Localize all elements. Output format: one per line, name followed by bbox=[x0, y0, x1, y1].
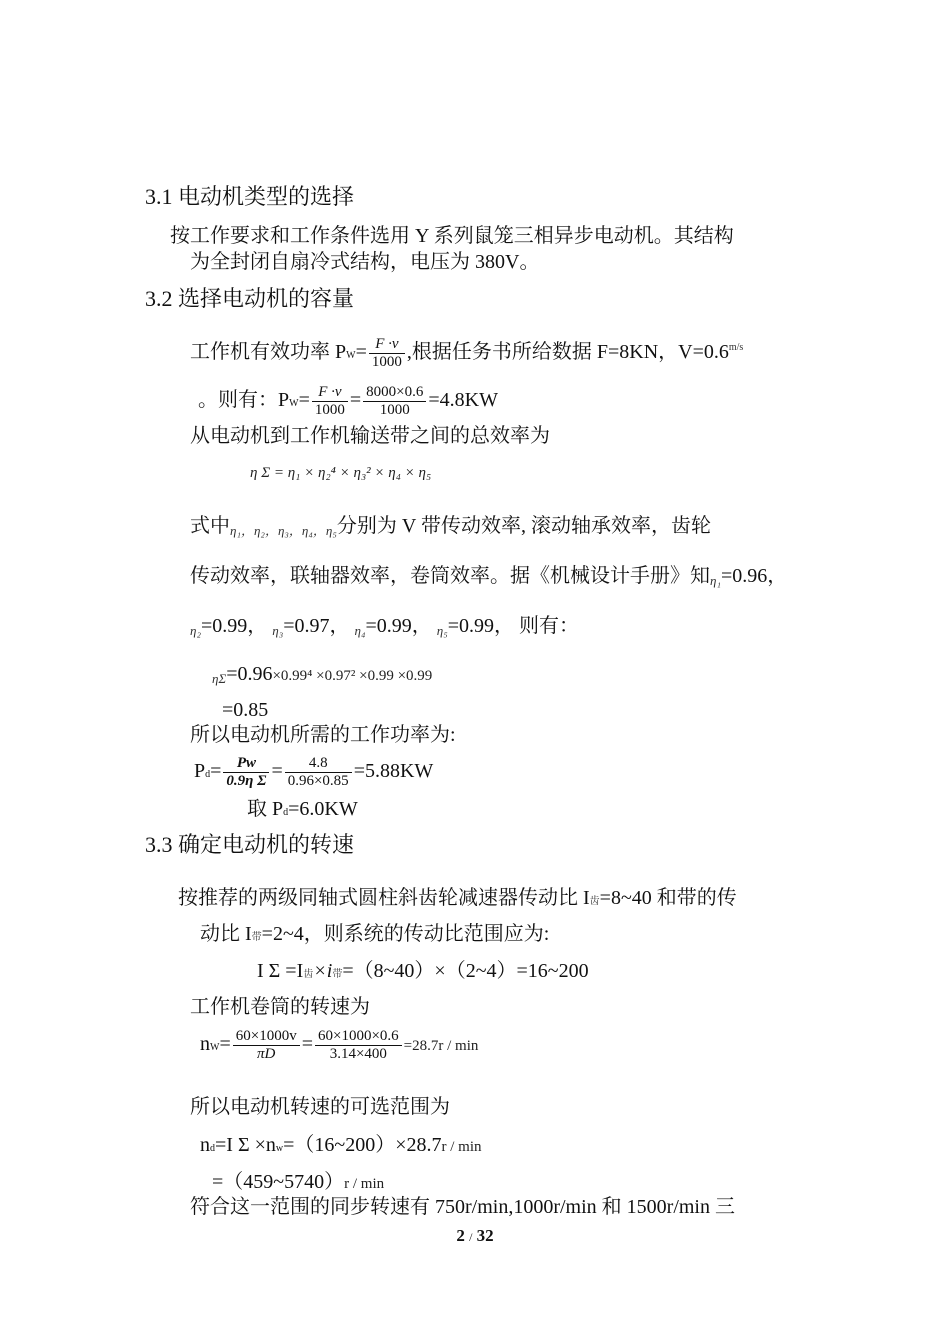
motor-speed-range-line bbox=[200, 1132, 481, 1162]
fraction-denominator: 3.14×400 bbox=[329, 1046, 387, 1062]
text-span: ×0.99⁴ ×0.97² ×0.99 ×0.99 bbox=[272, 668, 433, 684]
text-span: =8~40 和带的传 bbox=[599, 887, 737, 909]
fraction bbox=[369, 336, 405, 371]
range-intro: 所以电动机转速的可选范围为 bbox=[190, 1096, 450, 1118]
total-efficiency-result: =0.85 bbox=[222, 699, 269, 721]
subscript: W bbox=[210, 1042, 220, 1054]
current-page: 2 bbox=[456, 1226, 465, 1245]
fraction-numerator: F ·v bbox=[369, 336, 405, 354]
motor-speed-range-result bbox=[212, 1169, 384, 1197]
text-span: 传动效率，联轴器效率，卷筒效率。据《机械设计手册》知 bbox=[190, 565, 710, 587]
text-span: =4.8KW bbox=[428, 389, 498, 412]
text-span: =5.88KW bbox=[353, 760, 434, 783]
subscript: d bbox=[205, 769, 211, 781]
text-span: ,根据任务书所给数据 F=8KN，V=0.6 bbox=[406, 341, 729, 363]
effective-power-calc-line bbox=[198, 384, 498, 419]
unit-label: m/s bbox=[728, 342, 744, 353]
text-span: =0.99， bbox=[447, 615, 514, 637]
text-span: 则有： bbox=[519, 615, 579, 637]
text-span: =0.96， bbox=[720, 565, 788, 587]
text-span: n bbox=[200, 1033, 210, 1056]
paragraph-line: 按工作要求和工作条件选用 Y 系列鼠笼三相异步电动机。其结构 bbox=[170, 225, 734, 247]
paragraph-line: 为全封闭自扇冷式结构，电压为 380V。 bbox=[190, 251, 540, 273]
paragraph-line bbox=[200, 921, 549, 951]
text-span: 按推荐的两级同轴式圆柱斜齿轮减速器传动比 I bbox=[178, 887, 590, 909]
efficiency-intro: 从电动机到工作机输送带之间的总效率为 bbox=[190, 425, 550, 447]
text-span: 式中 bbox=[190, 515, 230, 537]
text-span: 动比 I bbox=[200, 923, 252, 945]
fraction-numerator: 4.8 bbox=[285, 755, 352, 773]
subscript: d bbox=[210, 1143, 215, 1154]
drum-speed-intro: 工作机卷筒的转速为 bbox=[190, 996, 370, 1018]
fraction bbox=[285, 755, 352, 790]
paragraph-line bbox=[178, 885, 737, 915]
text-span: P bbox=[194, 760, 206, 783]
eta-symbol: η₁，η₂，η₃，η₄，η₅ bbox=[230, 523, 337, 538]
text-span: =0.96 bbox=[226, 663, 273, 685]
fraction bbox=[233, 1028, 300, 1063]
fraction-denominator: 1000 bbox=[379, 402, 410, 418]
text-span: = bbox=[219, 1033, 231, 1056]
subscript: w bbox=[275, 1143, 284, 1154]
eta-symbol: η₃ bbox=[272, 623, 284, 638]
text-span: 分别为 V 带传动效率, 滚动轴承效率，齿轮 bbox=[336, 515, 711, 537]
text-span: I Σ =I bbox=[257, 960, 304, 982]
page-separator: / bbox=[469, 1230, 473, 1244]
subscript: 齿 bbox=[589, 896, 600, 907]
fraction-denominator: 1000 bbox=[314, 402, 345, 418]
eta-symbol: η₄ bbox=[354, 623, 366, 638]
text-span: =0.99， bbox=[200, 615, 268, 637]
efficiency-formula: η Σ = η₁ × η₂⁴ × η₃² × η₄ × η₅ bbox=[250, 465, 432, 481]
text-span: = bbox=[355, 341, 367, 363]
fraction-numerator: 8000×0.6 bbox=[363, 384, 426, 402]
text-span: =2~4，则系统的传动比范围应为: bbox=[261, 923, 550, 945]
text-span: = bbox=[210, 760, 222, 783]
required-power-intro: 所以电动机所需的工作功率为: bbox=[190, 724, 456, 746]
ratio-range-line bbox=[257, 958, 589, 988]
unit-label: r / min bbox=[441, 1139, 482, 1155]
eta-symbol: η₁ bbox=[710, 573, 721, 588]
manual-line bbox=[190, 563, 787, 594]
fraction bbox=[363, 384, 426, 419]
section-3-1-heading: 3.1 电动机类型的选择 bbox=[145, 184, 355, 209]
text-span: = bbox=[349, 389, 362, 412]
text-span: =28.7r / min bbox=[403, 1038, 479, 1055]
text-span: 。则有：P bbox=[198, 389, 290, 412]
fraction-denominator: 0.96×0.85 bbox=[287, 773, 349, 789]
fraction bbox=[315, 1028, 402, 1063]
text-span: =I Σ ×n bbox=[215, 1134, 276, 1156]
where-line bbox=[190, 513, 711, 544]
fraction-numerator: Pw bbox=[223, 755, 269, 773]
values-line bbox=[190, 613, 579, 644]
drum-speed-line bbox=[200, 1028, 478, 1063]
page-number bbox=[0, 1226, 950, 1246]
fraction-numerator: 60×1000v bbox=[233, 1028, 300, 1046]
subscript: 带 bbox=[332, 969, 343, 980]
eta-symbol: η₅ bbox=[436, 623, 448, 638]
text-span: =（8~40）×（2~4）=16~200 bbox=[342, 960, 589, 982]
subscript: W bbox=[346, 350, 356, 361]
text-span: =（16~200）×28.7 bbox=[283, 1134, 442, 1156]
subscript: d bbox=[283, 807, 289, 818]
text-span: = bbox=[301, 1033, 313, 1056]
subscript: W bbox=[289, 398, 299, 410]
total-efficiency-line bbox=[212, 661, 432, 692]
subscript: 带 bbox=[251, 932, 262, 943]
sync-speed-line: 符合这一范围的同步转速有 750r/min,1000r/min 和 1500r/min 三 bbox=[190, 1196, 735, 1218]
text-span: =6.0KW bbox=[288, 798, 358, 820]
take-power-line bbox=[247, 796, 358, 826]
section-3-2-heading: 3.2 选择电动机的容量 bbox=[145, 286, 355, 311]
text-span: = bbox=[271, 760, 283, 783]
required-power-line bbox=[194, 755, 433, 790]
text-span: =0.99， bbox=[365, 615, 432, 637]
fraction bbox=[312, 384, 348, 419]
eta-symbol: η₂ bbox=[190, 623, 201, 638]
total-pages: 32 bbox=[476, 1226, 494, 1245]
fraction-denominator: πD bbox=[257, 1046, 276, 1062]
text-span: = bbox=[298, 389, 310, 412]
unit-label: r / min bbox=[344, 1176, 385, 1192]
section-3-3-heading: 3.3 确定电动机的转速 bbox=[145, 832, 355, 857]
fraction-numerator: F ·v bbox=[312, 384, 348, 402]
fraction-denominator: 1000 bbox=[371, 353, 402, 370]
fraction-numerator: 60×1000×0.6 bbox=[315, 1028, 402, 1046]
text-span: =（459~5740） bbox=[212, 1171, 345, 1193]
effective-power-line bbox=[190, 335, 743, 371]
eta-symbol: ηΣ bbox=[212, 671, 227, 686]
subscript: 齿 bbox=[303, 969, 314, 980]
fraction bbox=[223, 755, 269, 790]
text-span: =0.97， bbox=[283, 615, 350, 637]
text-span: 取 P bbox=[247, 798, 284, 820]
text-span: n bbox=[200, 1134, 210, 1156]
text-span: ×i bbox=[313, 960, 333, 982]
fraction-denominator: 0.9η Σ bbox=[226, 773, 267, 789]
text-span: 工作机有效功率 P bbox=[190, 341, 347, 363]
